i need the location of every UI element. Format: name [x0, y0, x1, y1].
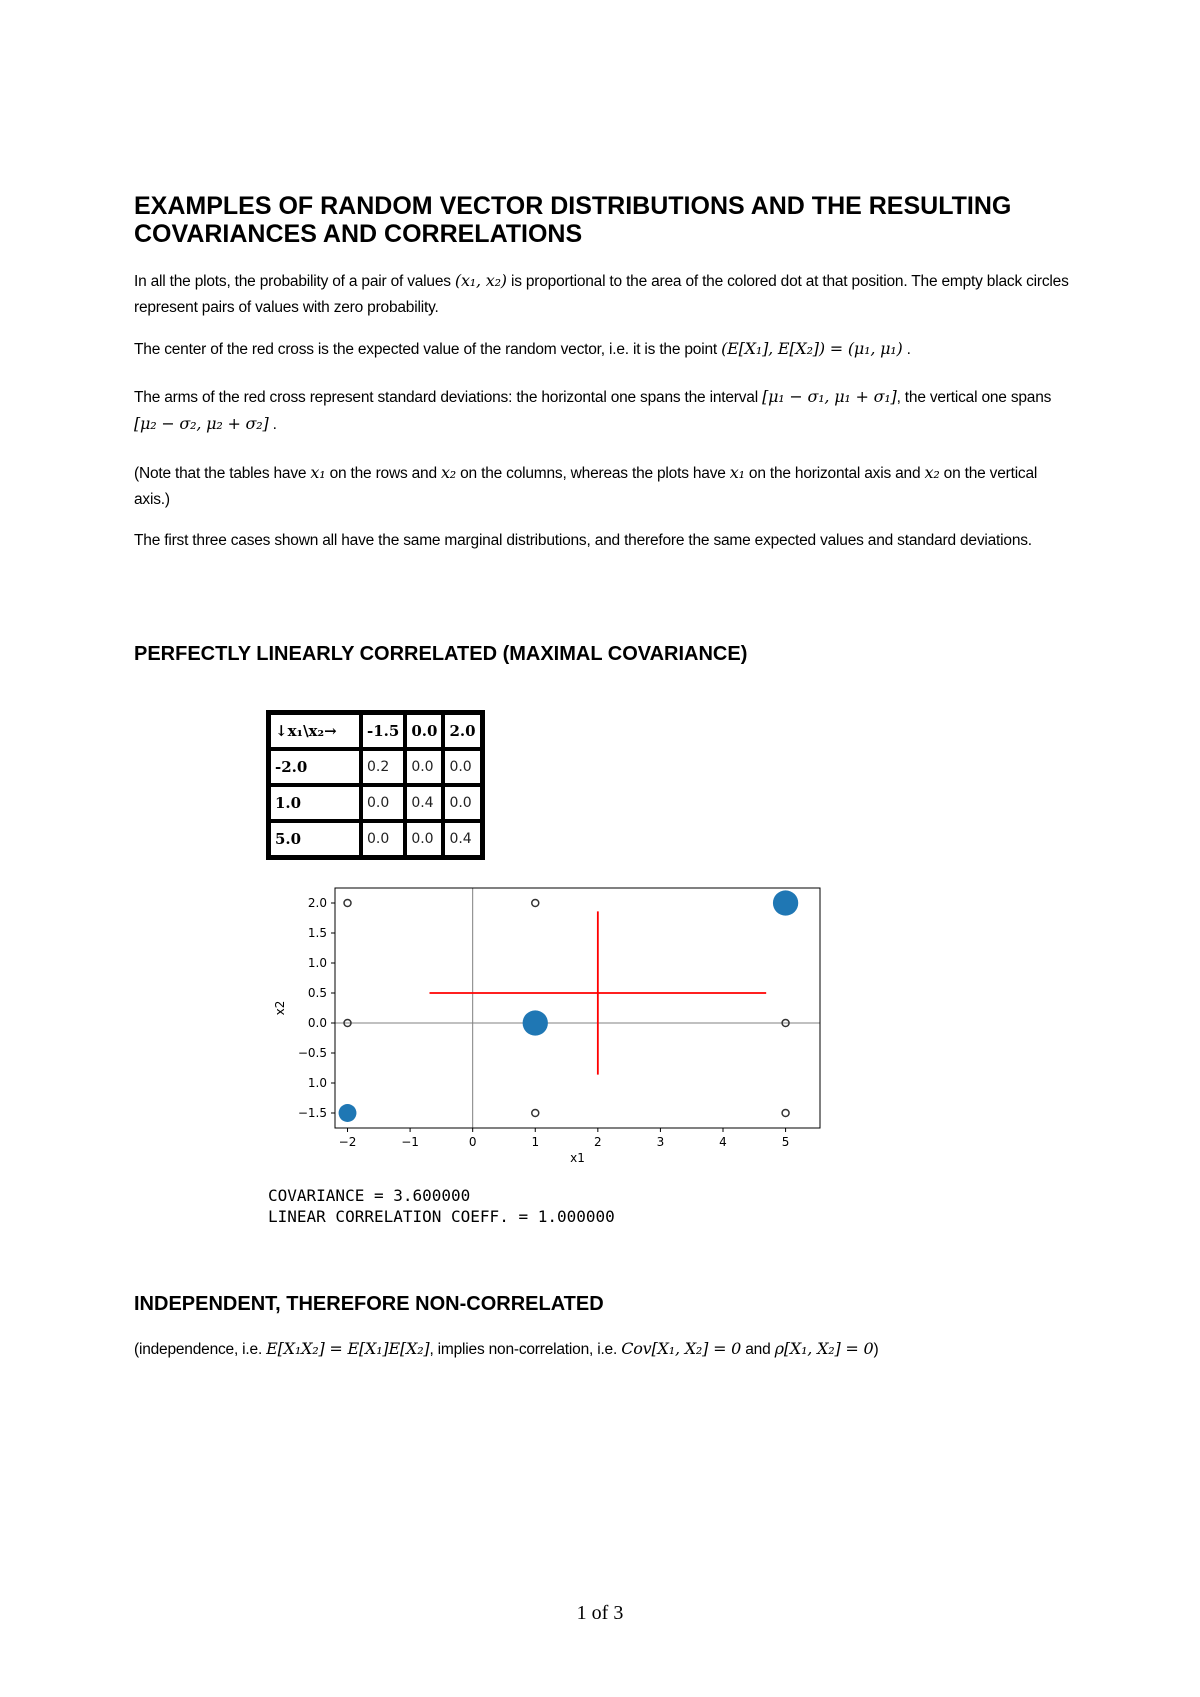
table-row-header: 5.0: [269, 821, 361, 857]
y-tick-label: 1.0: [307, 956, 327, 970]
math-interval-1: [μ₁ − σ₁, μ₁ + σ₁]: [762, 387, 897, 406]
table-column-header: -1.5: [361, 713, 405, 749]
intro-paragraph-5: The first three cases shown all have the same marginal distributions, and therefore the same expected values and standard deviations.: [134, 532, 1032, 549]
y-tick-label: 2.0: [307, 896, 327, 910]
table-column-header: 0.0: [405, 713, 443, 749]
x-tick-label: 5: [781, 1135, 790, 1149]
correlation-readout: LINEAR CORRELATION COEFF. = 1.000000: [268, 1207, 615, 1226]
table-row: [269, 785, 482, 821]
intro-paragraph-2: The center of the red cross is the expected value of the random vector, i.e. it is the point (E[X₁], E[X₂]) = (μ₁, μ₁) .: [134, 339, 911, 358]
probability-dot: [773, 890, 798, 915]
math-independence: E[X₁X₂] = E[X₁]E[X₂]: [266, 1339, 430, 1358]
table-row: [269, 821, 482, 857]
table-row-header: -2.0: [269, 749, 361, 785]
x-tick-label: 4: [719, 1135, 727, 1149]
table-cell: 0.0: [443, 749, 481, 785]
table-column-header: 2.0: [443, 713, 481, 749]
zero-probability-circle: [532, 1110, 539, 1117]
table-cell: 0.0: [405, 821, 443, 857]
probability-dot: [339, 1104, 357, 1122]
x-tick-label: 2: [594, 1135, 602, 1149]
math-rho-zero: ρ[X₁, X₂] = 0: [774, 1339, 874, 1358]
intro-paragraph-4: (Note that the tables have x₁ on the rows and x₂ on the columns, whereas the plots have x₁ on the horizontal axis and x₂ on the vertical axis.): [134, 463, 1038, 508]
zero-probability-circle: [344, 900, 351, 907]
table-cell: 0.0: [405, 749, 443, 785]
zero-probability-circle: [532, 900, 539, 907]
x-tick-label: 3: [656, 1135, 665, 1149]
probability-dot: [523, 1010, 548, 1035]
table-cell: 0.0: [361, 821, 405, 857]
y-tick-label: 1.0: [307, 1076, 327, 1090]
covariance-readout: COVARIANCE = 3.600000: [268, 1186, 471, 1205]
y-tick-label: −1.5: [297, 1106, 327, 1120]
x-tick-label: −1: [401, 1135, 419, 1149]
document-title: EXAMPLES OF RANDOM VECTOR DISTRIBUTIONS AND THE RESULTING COVARIANCES AND CORRELATIONS: [134, 192, 1012, 248]
intro-paragraph-3: The arms of the red cross represent standard deviations: the horizontal one spans the interval [μ₁ − σ₁, μ₁ + σ₁], the vertical one spans [μ₂ − σ₂, μ₂ + σ₂] .: [134, 387, 1052, 433]
y-tick-label: −0.5: [297, 1046, 327, 1060]
math-covariance-zero: Cov[X₁, X₂] = 0: [621, 1339, 742, 1358]
table-cell: 0.4: [443, 821, 481, 857]
x-tick-label: −2: [338, 1135, 357, 1149]
x-axis-label: x1: [570, 1151, 585, 1165]
y-tick-label: 1.5: [307, 926, 327, 940]
y-tick-label: 0.5: [307, 986, 327, 1000]
section-heading-correlated: PERFECTLY LINEARLY CORRELATED (MAXIMAL COVARIANCE): [134, 643, 748, 665]
independence-paragraph: (independence, i.e. E[X₁X₂] = E[X₁]E[X₂], implies non-correlation, i.e. Cov[X₁, X₂] = 0 and ρ[X₁, X₂] = 0): [134, 1339, 879, 1358]
intro-paragraph-1: In all the plots, the probability of a pair of values (x₁, x₂) is proportional to the area of the colored dot at that position. The empty black circles represent pairs of values with zero probability.: [134, 271, 1069, 316]
plot-frame: [335, 888, 820, 1128]
math-pair: (x₁, x₂): [454, 271, 507, 290]
table-row: [269, 749, 482, 785]
y-tick-label: 0.0: [307, 1016, 327, 1030]
table-header-row: [269, 713, 482, 749]
probability-table: [266, 710, 485, 860]
math-interval-2: [μ₂ − σ₂, μ₂ + σ₂]: [134, 414, 269, 433]
table-cell: 0.0: [443, 785, 481, 821]
zero-probability-circle: [782, 1110, 789, 1117]
table-corner-cell: ↓x₁\x₂→: [269, 713, 361, 749]
table-cell: 0.2: [361, 749, 405, 785]
scatter-chart: [270, 880, 830, 1170]
table-row-header: 1.0: [269, 785, 361, 821]
page-number: 1 of 3: [576, 1602, 624, 1624]
math-expected-value: (E[X₁], E[X₂]) = (μ₁, μ₁): [721, 339, 903, 358]
x-tick-label: 0: [468, 1135, 477, 1149]
section-heading-independent: INDEPENDENT, THEREFORE NON-CORRELATED: [134, 1293, 604, 1315]
y-axis-label: x2: [273, 1000, 287, 1016]
table-cell: 0.0: [361, 785, 405, 821]
table-cell: 0.4: [405, 785, 443, 821]
x-tick-label: 1: [531, 1135, 540, 1149]
